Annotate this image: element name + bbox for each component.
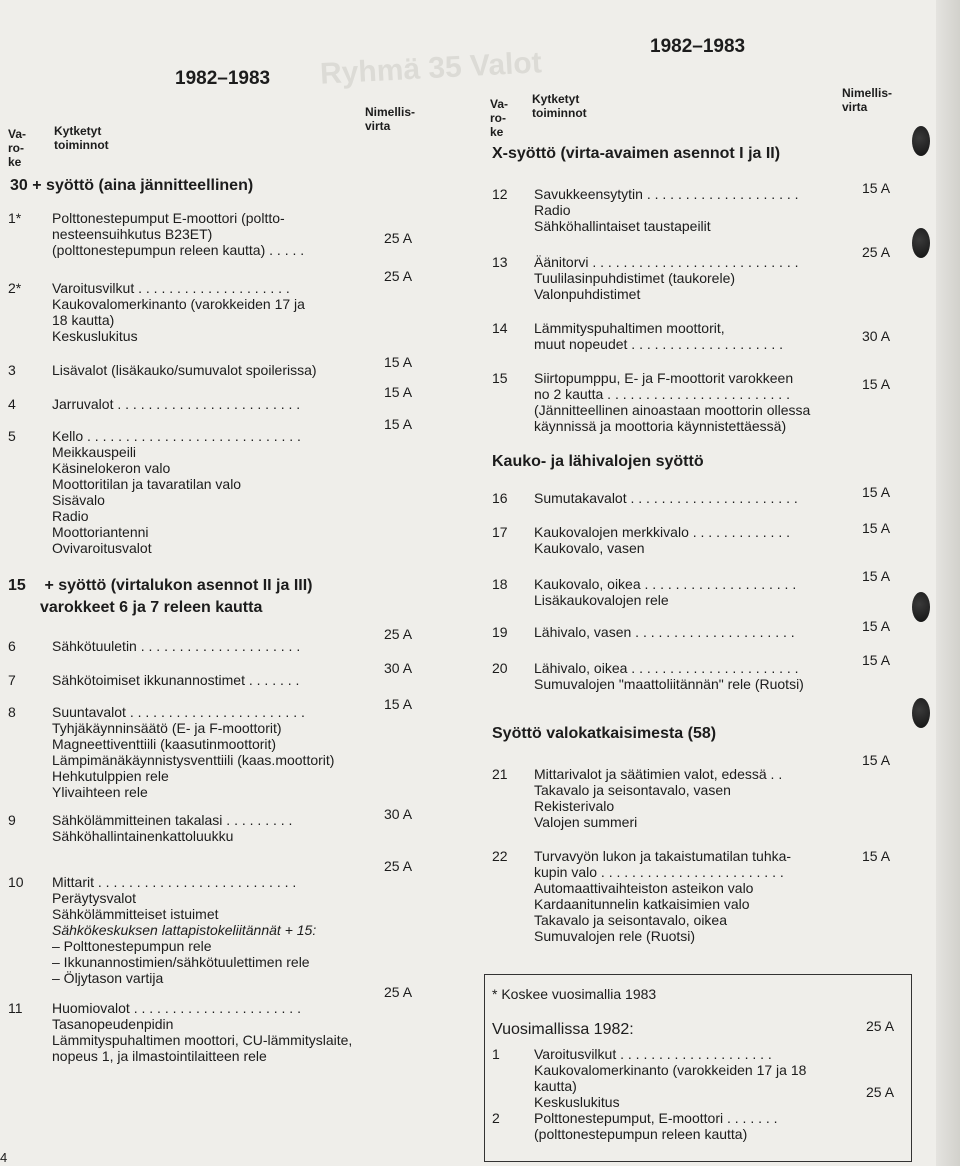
function-line: Siirtopumppu, E- ja F-moottorit varokkeen [534,370,794,386]
function-line: Polttonestepumput, E-moottori . . . . . . . [534,1110,778,1126]
fuse-rating: 25 A [384,268,413,284]
function-line: – Ikkunannostimien/sähkötuulettimen rele [52,954,310,970]
function-line: käynnissä ja moottoria käynnistettäessä) [534,418,787,434]
fuse-number: 2* [8,280,22,296]
function-line: muut nopeudet . . . . . . . . . . . . . . . . . . . . [534,336,783,352]
function-line: – Polttonestepumpun rele [52,938,212,954]
function-line: Tasanopeudenpidin [52,1016,174,1032]
fuse-number: 10 [8,874,24,890]
fuse-number: 15 [492,370,508,386]
function-line: kupin valo . . . . . . . . . . . . . . . . . . . . . . . . [534,864,784,880]
function-line: Sumuvalojen "maattoliitännän" rele (Ruotsi) [534,676,804,692]
fuse-number: 9 [8,812,16,828]
function-line: Turvavyön lukon ja takaistumatilan tuhka- [534,848,792,864]
function-line: 18 kautta) [52,312,115,328]
fuse-functions [52,396,300,412]
footnote-subtitle: Vuosimallissa 1982: [492,1021,634,1038]
function-line: Sähkötoimiset ikkunannostimet . . . . . . . [52,672,300,688]
function-line: Lämmityspuhaltimen moottorit, [534,320,725,336]
function-line: Kello . . . . . . . . . . . . . . . . . . . . . . . . . . . . [52,428,301,444]
fuse-number: 1* [8,210,22,226]
right-year-title: 1982–1983 [650,36,746,57]
function-line: Sähkölämmitteinen takalasi . . . . . . . . . [52,812,293,828]
fuse-functions [534,320,783,352]
function-line: Jarruvalot . . . . . . . . . . . . . . . . . . . . . . . . [52,396,301,412]
fuse-functions [534,1110,778,1142]
function-line: (polttonestepumpun releen kautta) [534,1126,748,1142]
function-line: Sähkökeskuksen lattapistokeliitännät + 15: [52,922,317,938]
function-line: Lisävalot (lisäkauko/sumuvalot spoilerissa) [52,362,317,378]
fuse-rating: 25 A [866,1018,895,1034]
fuse-number: 6 [8,638,16,654]
function-line: Peräytysvalot [52,890,137,906]
fuse-functions [534,254,799,302]
fuse-number: 7 [8,672,16,688]
page-number: 4 [0,1150,8,1165]
section-x-title: X-syöttö (virta-avaimen asennot I ja II) [492,145,781,162]
page-edge [936,0,960,1166]
left-rating-header: Nimellis- virta [365,105,416,133]
fuse-number: 3 [8,362,16,378]
function-line: Radio [534,202,571,218]
function-line: Käsinelokeron valo [52,460,171,476]
fuse-rating: 15 A [862,652,891,668]
section-kauko-title: Kauko- ja lähivalojen syöttö [492,453,704,470]
function-line: Tyhjäkäynninsäätö (E- ja F-moottorit) [52,720,282,736]
function-line: Mittarit . . . . . . . . . . . . . . . . . . . . . . . . . . [52,874,297,890]
function-line: Varoitusvilkut . . . . . . . . . . . . . . . . . . . . [52,280,290,296]
fuse-rating: 15 A [384,384,413,400]
fuse-rating: 25 A [862,244,891,260]
function-line: Automaattivaihteiston asteikon valo [534,880,754,896]
fuse-functions [52,280,305,344]
function-line: nopeus 1, ja ilmastointilaitteen rele [52,1048,267,1064]
function-line: Rekisterivalo [534,798,615,814]
right-functions-header: Kytketyt toiminnot [532,92,587,120]
function-line: Huomiovalot . . . . . . . . . . . . . . . . . . . . . . [52,1000,301,1016]
fuse-functions [52,672,299,688]
function-line: Valonpuhdistimet [534,286,641,302]
fuse-rating: 15 A [862,848,891,864]
right-rating-header: Nimellis- virta [842,86,893,114]
section-valo-title: Syöttö valokatkaisimesta (58) [492,725,717,742]
left-fuse-header: Va- ro- ke [8,127,27,169]
function-line: Sisävalo [52,492,105,508]
binder-hole [912,228,930,258]
bleed-through-title: Ryhmä 35 Valot [319,46,543,91]
function-line: Keskuslukitus [52,328,138,344]
binder-hole [912,698,930,728]
fuse-rating: 15 A [862,484,891,500]
function-line: Kaukovalomerkinanto (varokkeiden 17 ja 18 [534,1062,807,1078]
function-line: Lähivalo, oikea . . . . . . . . . . . . . . . . . . . . . . [534,660,799,676]
fuse-functions [534,576,796,608]
fuse-rating: 15 A [862,752,891,768]
fuse-functions [534,766,782,830]
function-line: Suuntavalot . . . . . . . . . . . . . . . . . . . . . . . [52,704,305,720]
fuse-functions [52,704,334,800]
function-line: Meikkauspeili [52,444,137,460]
fuse-number: 19 [492,624,508,640]
section-15-subtitle: varokkeet 6 ja 7 releen kautta [40,599,263,616]
fuse-number: 13 [492,254,508,270]
section-text: + syöttö (aina jännitteellinen) [32,177,254,194]
function-line: nesteensuihkutus B23ET) [52,226,213,242]
fuse-number: 20 [492,660,508,676]
function-line: Hehkutulppien rele [52,768,169,784]
fuse-rating: 15 A [384,696,413,712]
function-line: kautta) [534,1078,577,1094]
function-line: Sumuvalojen rele (Ruotsi) [534,928,696,944]
function-line: Sähköhallintaiset taustapeilit [534,218,711,234]
function-line: Kardaanitunnelin katkaisimien valo [534,896,750,912]
right-fuse-header: Va- ro- ke [490,97,509,139]
fuse-rating: 15 A [862,520,891,536]
fuse-rating: 15 A [862,618,891,634]
fuse-rating: 25 A [866,1084,895,1100]
left-functions-header: Kytketyt toiminnot [54,124,109,152]
fuse-number: 4 [8,396,16,412]
fuse-number: 16 [492,490,508,506]
function-line: Ylivaihteen rele [52,784,148,800]
fuse-number: 2 [492,1110,500,1126]
section-15-title [8,576,313,596]
section-30-title [10,176,253,196]
function-line: no 2 kautta . . . . . . . . . . . . . . . . . . . . . . . . [534,386,790,402]
fuse-rating: 25 A [384,858,413,874]
fuse-functions [52,428,301,556]
fuse-number: 12 [492,186,508,202]
function-line: Kaukovalojen merkkivalo . . . . . . . . . . . . . [534,524,790,540]
section-text: + syöttö (virtalukon asennot II ja III) [44,577,313,594]
function-line: Kaukovalo, oikea . . . . . . . . . . . . . . . . . . . . [534,576,797,592]
function-line: Takavalo ja seisontavalo, vasen [534,782,731,798]
function-line: Äänitorvi . . . . . . . . . . . . . . . . . . . . . . . . . . . [534,254,799,270]
fuse-functions [52,874,316,986]
fuse-functions [534,624,795,640]
fuse-functions [534,370,810,434]
fuse-rating: 25 A [384,626,413,642]
fuse-number: 14 [492,320,508,336]
function-line: Savukkeensytytin . . . . . . . . . . . . . . . . . . . . [534,186,799,202]
left-year-title: 1982–1983 [175,68,271,89]
fuse-functions [534,848,791,944]
fuse-rating: 15 A [862,180,891,196]
function-line: Moottoritilan ja tavaratilan valo [52,476,242,492]
fuse-number: 1 [492,1046,500,1062]
fuse-functions [52,210,304,258]
function-line: Mittarivalot ja säätimien valot, edessä . . [534,766,783,782]
function-line: Radio [52,508,89,524]
fuse-functions [534,660,804,692]
function-line: Ovivaroitusvalot [52,540,152,556]
fuse-number: 8 [8,704,16,720]
function-line: Lähivalo, vasen . . . . . . . . . . . . . . . . . . . . . [534,624,795,640]
fuse-functions [534,490,798,506]
function-line: (Jännitteellinen ainoastaan moottorin ollessa [534,402,811,418]
function-line: Sähkötuuletin . . . . . . . . . . . . . . . . . . . . . [52,638,301,654]
function-line: Kaukovalo, vasen [534,540,645,556]
fuse-rating: 15 A [862,568,891,584]
fuse-rating: 25 A [384,984,413,1000]
function-line: Kaukovalomerkinanto (varokkeiden 17 ja [52,296,305,312]
function-line: Sumutakavalot . . . . . . . . . . . . . . . . . . . . . . [534,490,798,506]
fuse-number: 21 [492,766,508,782]
binder-hole [912,126,930,156]
fuse-rating: 15 A [384,354,413,370]
function-line: Sähkölämmitteiset istuimet [52,906,219,922]
fuse-rating: 30 A [384,806,413,822]
fuse-rating: 15 A [384,416,413,432]
function-line: Magneettiventtiili (kaasutinmoottorit) [52,736,277,752]
fuse-functions [534,186,799,234]
fuse-rating: 30 A [862,328,891,344]
function-line: – Öljytason vartija [52,970,164,986]
section-number: 30 [10,177,28,194]
function-line: Moottoriantenni [52,524,149,540]
fuse-functions [534,524,790,556]
function-line: Valojen summeri [534,814,638,830]
function-line: Takavalo ja seisontavalo, oikea [534,912,728,928]
fuse-functions [534,1046,806,1110]
fuse-number: 5 [8,428,16,444]
function-line: Polttonestepumput E-moottori (poltto- [52,210,285,226]
function-line: Keskuslukitus [534,1094,620,1110]
fuse-rating: 30 A [384,660,413,676]
fuse-number: 11 [8,1000,23,1016]
binder-hole [912,592,930,622]
footnote-note: * Koskee vuosimallia 1983 [492,986,657,1002]
function-line: Lämpimänäkäynnistysventtiili (kaas.moottorit) [52,752,335,768]
function-line: Tuulilasinpuhdistimet (taukorele) [534,270,736,286]
function-line: Lämmityspuhaltimen moottori, CU-lämmityslaite, [52,1032,353,1048]
fuse-number: 18 [492,576,508,592]
function-line: Sähköhallintainenkattoluukku [52,828,234,844]
fuse-rating: 25 A [384,230,413,246]
function-line: Lisäkaukovalojen rele [534,592,669,608]
fuse-number: 17 [492,524,508,540]
fuse-rating: 15 A [862,376,891,392]
fuse-functions [52,638,300,654]
fuse-functions [52,1000,352,1064]
section-number: 15 [8,577,26,594]
function-line: (polttonestepumpun releen kautta) . . . . . [52,242,305,258]
fuse-number: 22 [492,848,508,864]
fuse-functions [52,362,317,378]
function-line: Varoitusvilkut . . . . . . . . . . . . . . . . . . . . [534,1046,772,1062]
fuse-functions [52,812,292,844]
